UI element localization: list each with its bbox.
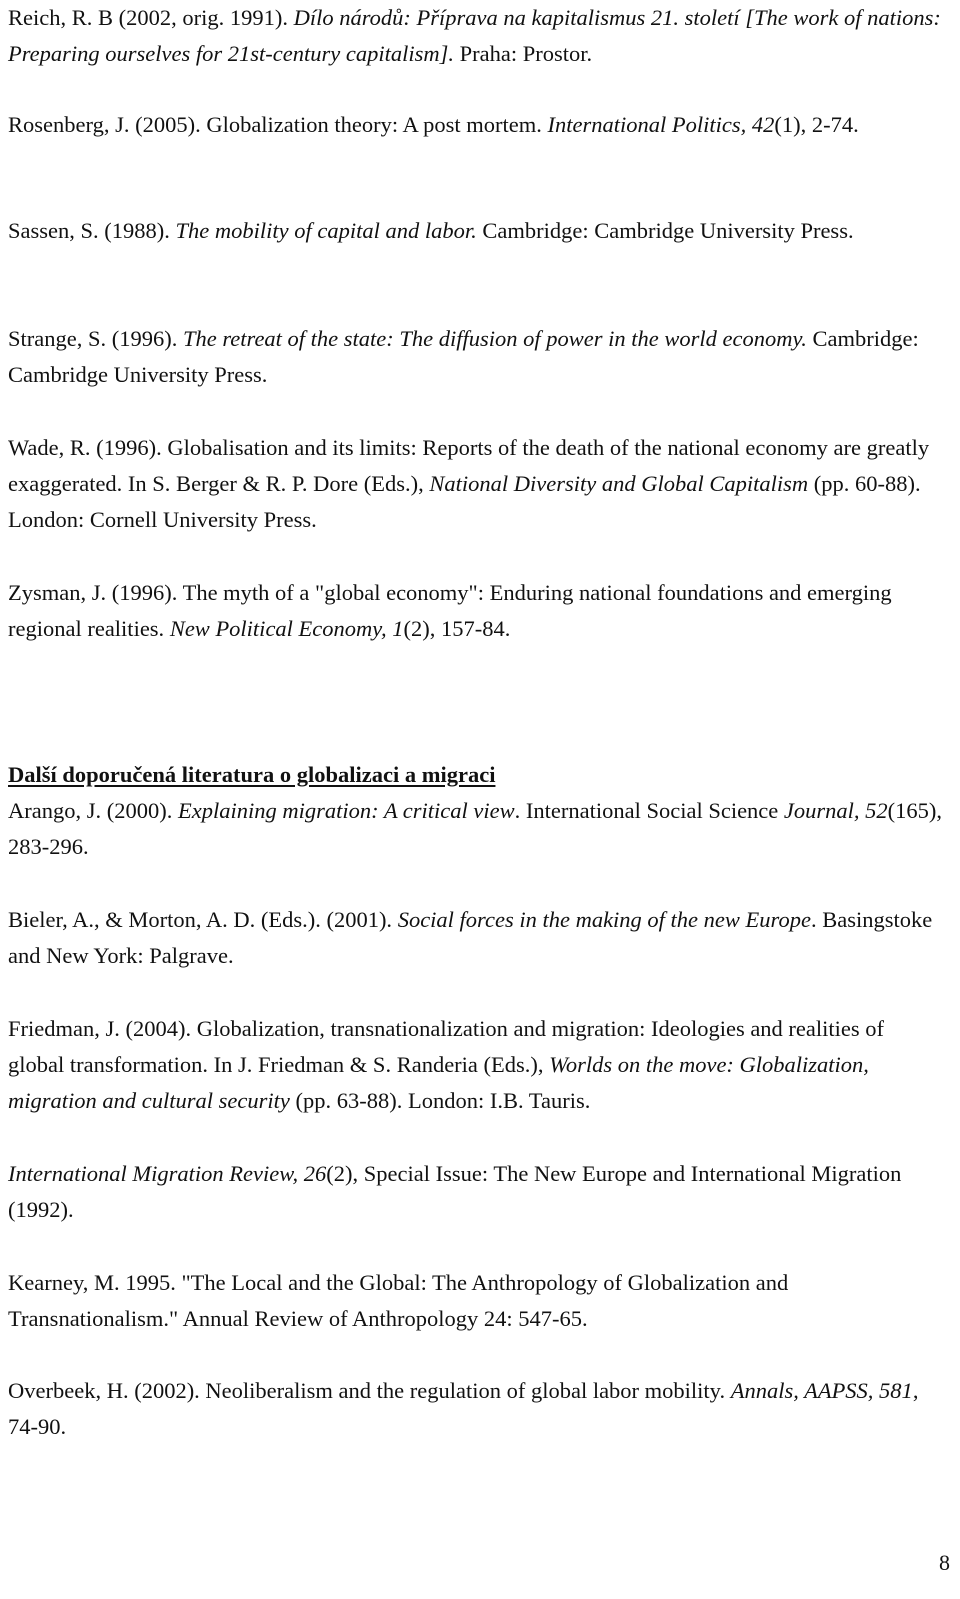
ref-text: Cambridge: Cambridge University Press.	[476, 218, 854, 243]
ref-title: Dílo národů: Příprava na kapitalismus 21. století [The work of nations: Preparing ourselves for 21st-century capitalism].	[8, 5, 941, 66]
page-number: 8	[939, 1550, 950, 1575]
ref-title: Explaining migration: A critical view	[177, 798, 515, 823]
reference-strange	[8, 321, 943, 393]
reference-bieler	[8, 902, 943, 974]
reference-arango	[8, 793, 943, 865]
ref-text: , 74-90.	[8, 1378, 919, 1439]
section-heading: Další doporučená literatura o globalizaci a migraci	[8, 762, 496, 787]
ref-text: (pp. 60-88). London: Cornell University Press.	[8, 471, 921, 532]
ref-text: (165), 283-296.	[8, 798, 943, 859]
ref-text: Friedman, J. (2004). Globalization, transnationalization and migration: Ideologies and realities of global transformation. In J. Friedman & S. Randeria (Eds.),	[8, 1016, 885, 1077]
ref-text: (2), 157-84.	[403, 616, 511, 641]
ref-journal: International Migration Review, 26	[8, 1161, 327, 1186]
reference-friedman	[8, 1011, 943, 1119]
ref-text: Overbeek, H. (2002). Neoliberalism and the regulation of global labor mobility.	[8, 1378, 731, 1403]
ref-text: . International Social Science	[514, 798, 784, 823]
ref-text: Kearney, M. 1995. "The Local and the Global: The Anthropology of Globalization and Transnationalism." Annual Review of Anthropology 24: 547-65.	[8, 1270, 789, 1331]
ref-title: Worlds on the move: Globalization, migration and cultural security	[8, 1052, 869, 1113]
ref-text: Strange, S. (1996).	[8, 326, 183, 351]
ref-text: Cambridge: Cambridge University Press.	[8, 326, 919, 387]
ref-title: The retreat of the state: The diffusion of power in the world economy.	[182, 326, 807, 351]
reference-rosenberg	[8, 107, 943, 143]
ref-text: Bieler, A., & Morton, A. D. (Eds.). (2001).	[8, 907, 398, 932]
reference-wade	[8, 430, 943, 538]
ref-text: . Basingstoke and New York: Palgrave.	[8, 907, 933, 968]
ref-text: Rosenberg, J. (2005). Globalization theory: A post mortem.	[8, 112, 548, 137]
ref-text: (1), 2-74.	[774, 112, 859, 137]
reference-imr	[8, 1156, 943, 1228]
reference-sassen	[8, 213, 943, 249]
ref-text: Zysman, J. (1996). The myth of a "global economy": Enduring national foundations and emerging regional realities.	[8, 580, 892, 641]
ref-title: The mobility of capital and labor.	[175, 218, 477, 243]
reference-overbeek	[8, 1373, 943, 1445]
ref-journal: Annals, AAPSS, 581	[730, 1378, 913, 1403]
ref-text: Wade, R. (1996). Globalisation and its limits: Reports of the death of the national economy are greatly exaggerated. In S. Berger & R. P. Dore (Eds.),	[8, 435, 930, 496]
reference-kearney	[8, 1265, 943, 1337]
ref-text: (pp. 63-88). London: I.B. Tauris.	[289, 1088, 591, 1113]
ref-text: Sassen, S. (1988).	[8, 218, 176, 243]
ref-text: Reich, R. B (2002, orig. 1991).	[8, 5, 294, 30]
reference-zysman	[8, 575, 943, 647]
ref-title: Social forces in the making of the new Europe	[397, 907, 811, 932]
ref-journal: Journal, 52	[783, 798, 888, 823]
ref-text: (2), Special Issue: The New Europe and International Migration (1992).	[8, 1161, 902, 1222]
ref-journal: International Politics, 42	[547, 112, 775, 137]
ref-text: Praha: Prostor.	[454, 41, 593, 66]
reference-reich	[8, 0, 943, 72]
ref-title: National Diversity and Global Capitalism	[429, 471, 809, 496]
ref-text: Arango, J. (2000).	[8, 798, 178, 823]
ref-journal: New Political Economy, 1	[169, 616, 404, 641]
